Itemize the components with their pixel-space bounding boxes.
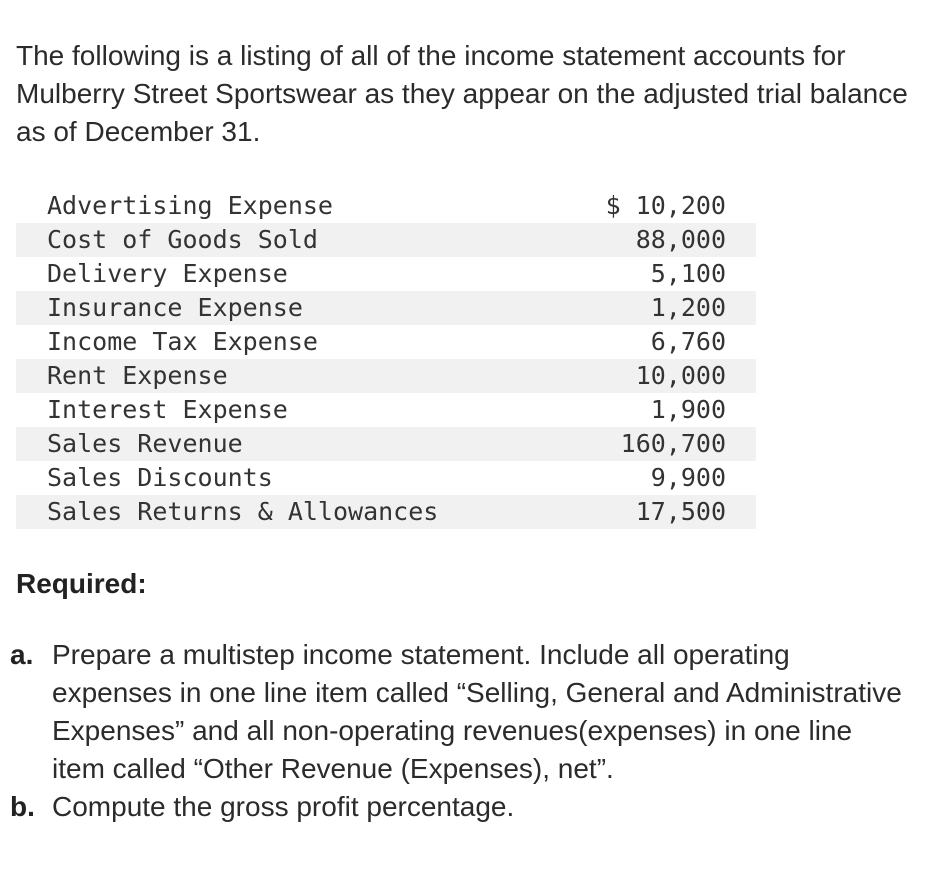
account-amount: 5,100	[650, 259, 726, 288]
requirement-text: Prepare a multistep income statement. Include all operating expenses in one line item called “Selling, General and Administrative Expenses” and all non-operating revenues(expenses) in one line item called “Other Revenue (Expenses), net”.	[52, 639, 902, 784]
requirements-list	[10, 636, 910, 826]
account-amount: 10,000	[635, 361, 726, 390]
requirement-letter: b.	[10, 791, 35, 822]
account-amount: 9,900	[650, 463, 726, 492]
accounts-table	[16, 189, 756, 529]
account-name: Cost of Goods Sold	[47, 225, 318, 254]
table-row	[16, 257, 756, 291]
account-name: Delivery Expense	[47, 259, 288, 288]
table-row	[16, 359, 756, 393]
account-name: Advertising Expense	[47, 191, 333, 220]
table-row	[16, 393, 756, 427]
requirement-letter: a.	[10, 639, 34, 670]
account-name: Sales Revenue	[47, 429, 243, 458]
account-name: Interest Expense	[47, 395, 288, 424]
account-amount: 6,760	[650, 327, 726, 356]
account-amount: 1,200	[650, 293, 726, 322]
intro-paragraph: The following is a listing of all of the income statement accounts for Mulberry Street Sportswear as they appear on the adjusted trial balance as of December 31.	[16, 40, 908, 147]
account-amount: 88,000	[635, 225, 726, 254]
requirement-text: Compute the gross profit percentage.	[52, 791, 515, 822]
requirement-item	[10, 636, 910, 788]
account-amount: 160,700	[620, 429, 726, 458]
table-row	[16, 223, 756, 257]
account-name: Sales Returns & Allowances	[47, 497, 439, 526]
account-name: Sales Discounts	[47, 463, 273, 492]
account-amount: 1,900	[650, 395, 726, 424]
table-row	[16, 495, 756, 529]
account-name: Rent Expense	[47, 361, 228, 390]
account-name: Insurance Expense	[47, 293, 303, 322]
table-row	[16, 427, 756, 461]
required-heading: Required:	[16, 568, 147, 599]
table-row	[16, 189, 756, 223]
table-row	[16, 461, 756, 495]
table-row	[16, 325, 756, 359]
account-name: Income Tax Expense	[47, 327, 318, 356]
account-amount: $ 10,200	[605, 191, 726, 220]
table-row	[16, 291, 756, 325]
account-amount: 17,500	[635, 497, 726, 526]
requirement-item	[10, 788, 910, 826]
